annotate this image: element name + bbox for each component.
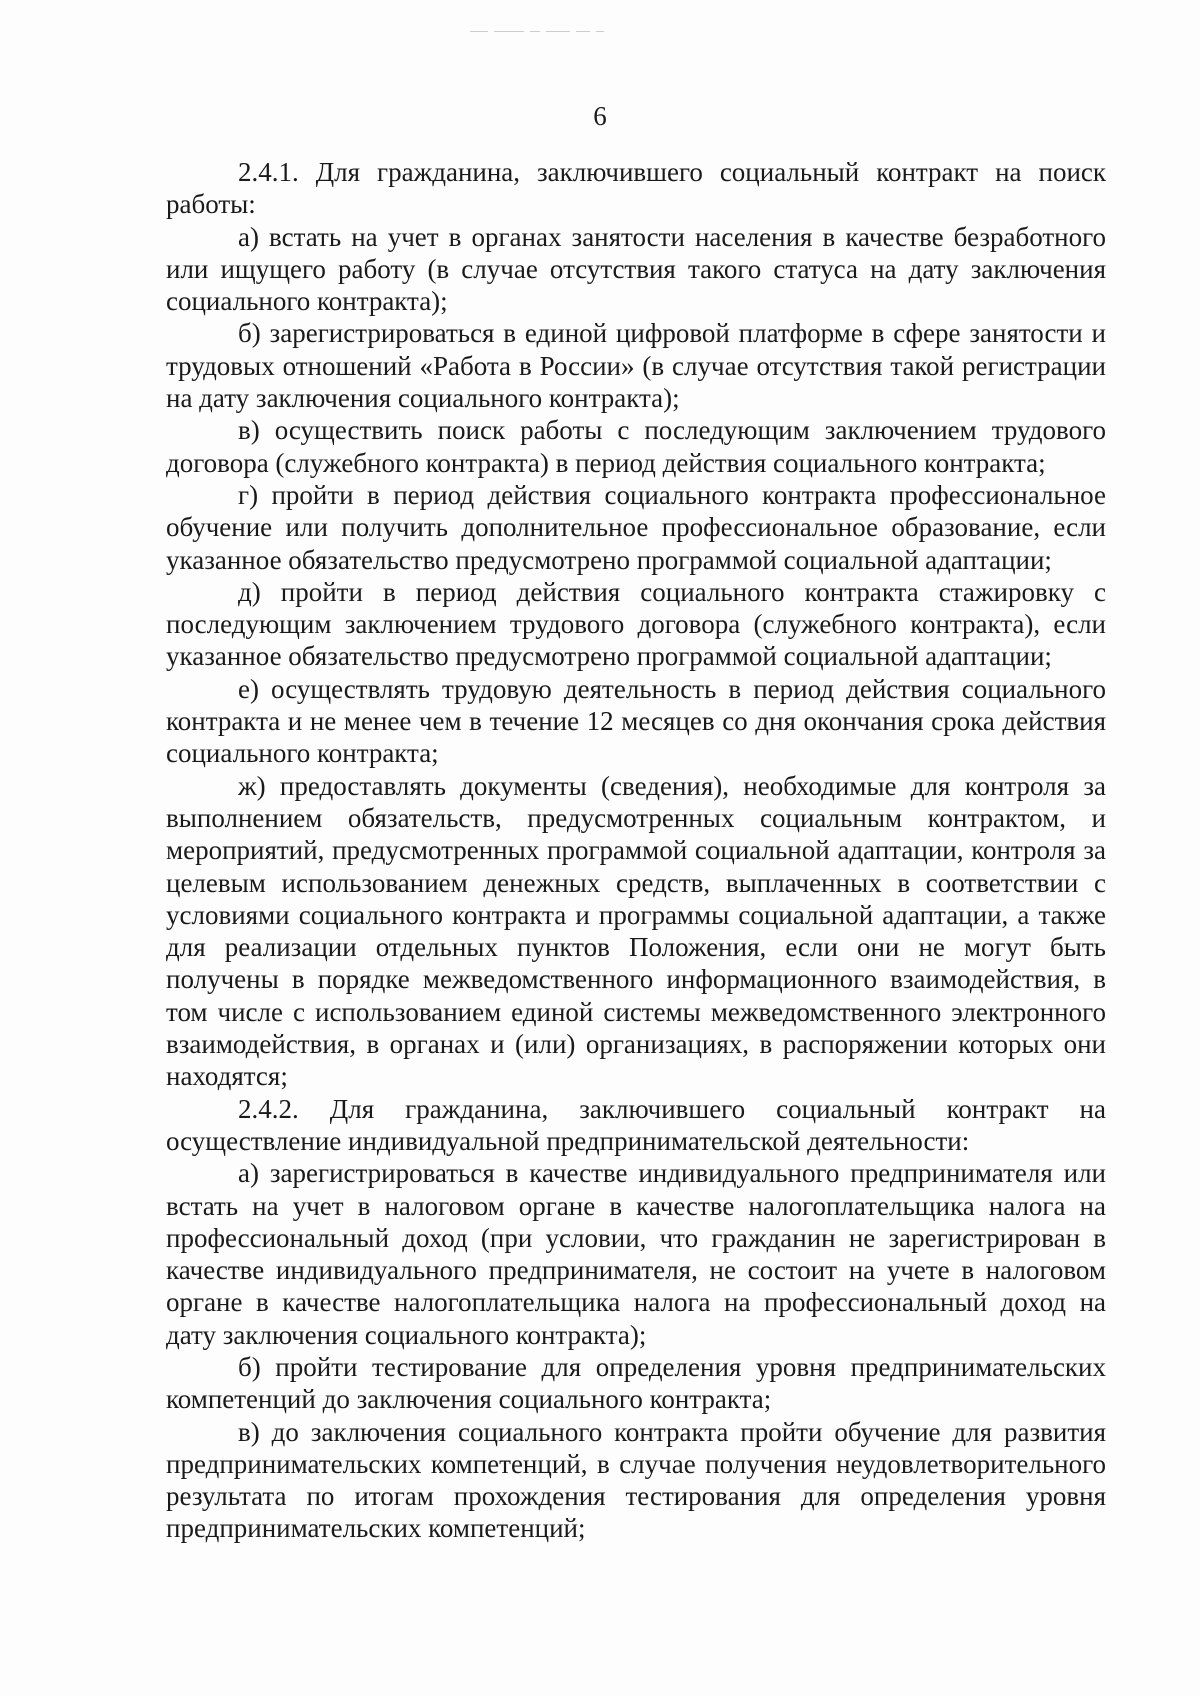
- paragraph-item-g: г) пройти в период действия социального контракта профессиональное обучение или получить дополнительное профессиональное образование, если указанное обязательство предусмотрено программой социальной адаптации;: [166, 479, 1106, 575]
- paragraph-item-a: а) встать на учет в органах занятости населения в качестве безработного или ищущего работу (в случае отсутствия такого статуса на дату заключения социального контракта);: [166, 221, 1106, 317]
- paragraph-2-4-2: 2.4.2. Для гражданина, заключившего социальный контракт на осуществление индивидуальной предпринимательской деятельности:: [166, 1093, 1106, 1156]
- paragraph-item-b: б) зарегистрироваться в единой цифровой платформе в сфере занятости и трудовых отношений «Работа в России» (в случае отсутствия такой регистрации на дату заключения социального контракта);: [166, 318, 1106, 414]
- paragraph-2-4-1: 2.4.1. Для гражданина, заключившего социальный контракт на поиск работы:: [166, 157, 1106, 220]
- scan-artifact: [470, 22, 710, 28]
- paragraph-item-a-2: а) зарегистрироваться в качестве индивидуального предпринимателя или встать на учет в налоговом органе в качестве налогоплательщика налога на профессиональный доход (при условии, что гражданин не зарегистрирован в качестве индивидуального предпринимателя, не состоит на учете в налоговом органе в качестве налогоплательщика налога на профессиональный доход на дату заключения социального контракта);: [166, 1158, 1106, 1350]
- paragraph-item-v-2: в) до заключения социального контракта пройти обучение для развития предпринимательских компетенций, в случае получения неудовлетворительного результата по итогам прохождения тестирования для определения уровня предпринимательских компетенций;: [166, 1416, 1106, 1544]
- paragraph-item-e: е) осуществлять трудовую деятельность в период действия социального контракта и не менее чем в течение 12 месяцев со дня окончания срока действия социального контракта;: [166, 673, 1106, 769]
- paragraph-item-b-2: б) пройти тестирование для определения уровня предпринимательских компетенций до заключения социального контракта;: [166, 1351, 1106, 1415]
- paragraph-item-zh: ж) предоставлять документы (сведения), необходимые для контроля за выполнением обязательств, предусмотренных социальным контрактом, и мероприятий, предусмотренных программой социальной адаптации, контроля за целевым использованием денежных средств, выплаченных в соответствии с условиями социального контракта и программы социальной адаптации, а также для реализации отдельных пунктов Положения, если они не могут быть получены в порядке межведомственного информационного взаимодействия, в том числе с использованием единой системы межведомственного электронного взаимодействия, в органах и (или) организациях, в распоряжении которых они находятся;: [166, 770, 1106, 1092]
- paragraph-item-d: д) пройти в период действия социального контракта стажировку с последующим заключением трудового договора (служебного контракта), если указанное обязательство предусмотрено программой социальной адаптации;: [166, 576, 1106, 672]
- paragraph-item-v: в) осуществить поиск работы с последующим заключением трудового договора (служебного контракта) в период действия социального контракта;: [166, 415, 1106, 478]
- page-number: 6: [593, 101, 607, 131]
- document-body: [166, 156, 1106, 1545]
